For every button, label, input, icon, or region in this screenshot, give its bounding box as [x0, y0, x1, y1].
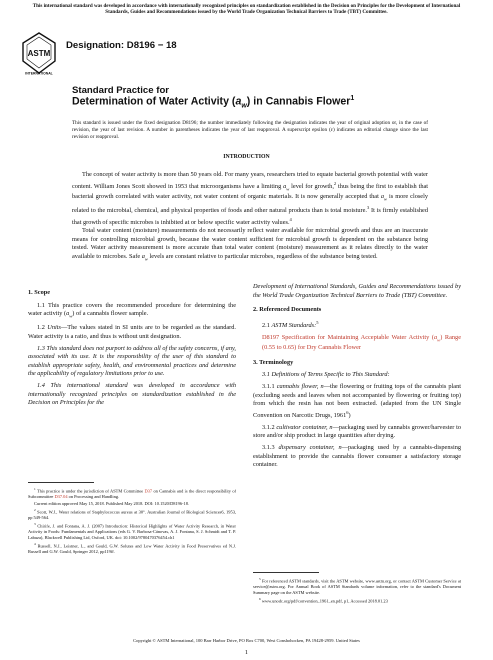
right-column — [253, 283, 461, 473]
intro-paragraph-1: The concept of water activity is more than 50 years old. For many years, researchers tried to equate bacterial growth potential with water content. William Jones Scott showed in 1953 that microorganisms have a limiting $a_w$ level for growth,$^2$ thus being the first to establish that bacterial growth correlated with water activity, not water content of organic materials. It is now generally accepted that $a_w$ is more closely related to the microbial, chemical, and physical properties of foods and other natural products than is total moisture.$^3$ It is firmly established that growth of specific microbes is inhibited at or below specific water activity values.$^4$ — [72, 171, 429, 226]
introduction-heading: INTRODUCTION — [223, 154, 270, 160]
footnote-4: $^4$ Russell, N.J., Leistner, L., and Gould, G.W. Solutes and Low Water Activity in Food Preservatives ed N.J. Russell and G.W. Gould, Springer 2012, pp119ff. — [28, 541, 236, 554]
terminology-heading: 3. Terminology — [253, 358, 294, 366]
designation: Designation: D8196 − 18 — [66, 40, 177, 51]
section-1-4-continued: Development of International Standards, Guides and Recommendations issued by the World Trade Organization Technical Barriers to Trade (TBT) Committee. — [253, 283, 461, 299]
footnote-1: $^1$ This practice is under the jurisdiction of ASTM Committee D37 on Cannabis and is the direct responsibility of Subcommittee D37.04 on Processing and Handling. — [28, 487, 236, 500]
footnote-divider-right — [253, 572, 319, 573]
footnote-2: $^2$ Scott, W.J., Water relations of Staphylococcus aureus at 30°. Australian Journal of Biological Sciences6, 1953, pp 549-564. — [28, 508, 236, 521]
section-1-4: 1.4 This international standard was developed in accordance with internationally recognized principles on standardization established in the Decision on Principles for the — [28, 382, 236, 407]
introduction-body — [72, 171, 428, 264]
title-line-1: Standard Practice for — [72, 85, 170, 96]
section-1-2: 1.2 Units—The values stated in SI units are to be regarded as the standard. Water activity is a ratio, and thus is without unit designation. — [28, 324, 236, 340]
section-1-3: 1.3 This standard does not purport to address all of the safety concerns, if any, associated with its use. It is the responsibility of the user of this standard to establish appropriate safety, health, and environmental practices and determine the applicability of regulatory limitations prior to use. — [28, 344, 236, 378]
title-line-2: Determination of Water Activity $(a_w)$ in Cannabis Flower$^1$ — [72, 95, 355, 110]
section-3-1-3: 3.1.3 dispensary container, n—packaging used by a cannabis-dispensing establishment to provide the cannabis flower consumer a satisfactory storage container. — [253, 444, 462, 469]
section-3-1-1: 3.1.1 cannabis flower, n—the flowering or fruiting tops of the cannabis plant (excluding seeds and leaves when not accompanied by flowering or fruiting top) from which the resin has not been extracted. (adapted from the UN Single Convention on Narcotic Drugs, 1961$^6$) — [253, 383, 461, 419]
issued-note: This standard is issued under the fixed designation D8196; the number immediately following the designation indicates the year of original adoption or, in the case of revision, the year of last revision. A number in parentheses indicates the year of last reapproval. A superscript epsilon (ε) indicates an editorial change since the last revision or reapproval. — [72, 120, 428, 140]
referenced-standard: D8197 Specification for Maintaining Acceptable Water Activity $(a_w)$ Range (0.55 to 0.65) for Dry Cannabis Flower — [262, 333, 461, 352]
footnote-5: $^5$ For referenced ASTM standards, visit the ASTM website, www.astm.org, or contact ASTM Customer Service at service@astm.org. For Annual Book of ASTM Standards volume information, refer to the standard's Document Summary page on the ASTM website. — [253, 577, 461, 595]
left-column — [28, 283, 236, 411]
copyright-footer: Copyright © ASTM International, 100 Barr Harbor Drive, PO Box C700, West Conshohocken, PA 19428-2959. United States — [133, 638, 360, 643]
section-3-1: 3.1 Definitions of Terms Specific to This Standard: — [262, 371, 390, 379]
page-number: 1 — [244, 649, 249, 656]
footnote-6: $^6$ www.unodc.org/pdf/convention_1961_en.pdf, p1, Accessed 2018.01.23 — [259, 596, 388, 604]
section-1-1: 1.1 This practice covers the recommended procedure for determining the water activity $(a_w)$ of a cannabis flower sample. — [28, 301, 236, 319]
committee-link[interactable]: D37 — [144, 488, 153, 494]
logo-subtext: INTERNATIONAL — [25, 71, 53, 75]
referenced-documents-heading: 2. Referenced Documents — [253, 306, 322, 313]
footnote-divider-left — [28, 482, 94, 483]
intro-paragraph-2: Total water content (moisture) measurements do not necessarily reflect water available for microbial growth and thus are an inaccurate means for controlling microbial growth, because the water content sufficient for microbial growth is dependent on the substance being tested. Water activity measurement is more accurate than total water content (moisture) measurement as it relates directly to the water available to microbes. Safe $a_w$ levels are constant relative to particular microbes, regardless of the substance being tested. — [72, 227, 428, 262]
footnote-1-edition: Current edition approved May 15, 2018. Published May 2018. DOI: 10.1520/D8196-18. — [34, 501, 189, 507]
left-footnotes — [28, 487, 236, 556]
section-2-1: 2.1 ASTM Standards:$^5$ — [262, 319, 319, 329]
logo-text: ASTM — [27, 49, 51, 58]
d8197-link[interactable]: D8197 — [262, 333, 280, 341]
section-3-1-2: 3.1.2 cultivator container, n—packaging used by cannabis grower/harvester to store and/or ship product in large quantities after drying. — [253, 423, 461, 440]
right-footnotes — [253, 577, 461, 605]
astm-logo — [20, 31, 58, 75]
scope-heading: 1. Scope — [28, 289, 51, 296]
footnote-3: $^3$ Chirife, J. and Fontana, A. J. (2007) Introduction: Historical Highlights of Water Activity Research, in Water Activity in Foods: Fundamentals and Applications (eds G. V. Barbosa-Cánovas, A. J. Fontana, S. J. Schmidt and T. P. Labuza), Blackwell Publishing Ltd, Oxford, UK. doi: 10.1002/9780470376454.ch1 — [28, 522, 236, 540]
subcommittee-link[interactable]: D37.04 — [54, 494, 68, 500]
wto-notice: This international standard was developed in accordance with internationally recognized principles on standardization established in the Decision on Principles for the Development of International Standards, Guides and Recommendations issued by the World Trade Organization Technical Barriers to Trade (TBT) Committee. — [32, 3, 461, 16]
